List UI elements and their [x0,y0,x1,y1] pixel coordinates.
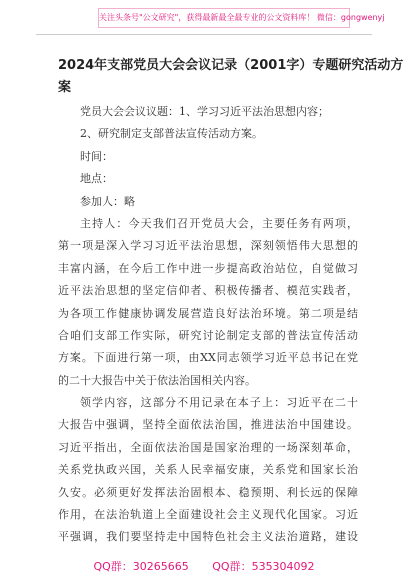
body-line: 关系党执政兴国，关系人民幸福安康，关系党和国家长治 [58,463,358,477]
body-line: 为各项工作健康协调发展营造良好法治环境。第二项是结 [58,306,358,320]
agenda-line: 2、研究制定支部普法宣传活动方案。 [80,127,263,141]
header-banner[interactable]: 关注头条号"公文研究"，获得最新最全最专业的公文资料库！ 微信：gongwenyj [98,8,350,28]
body-line: 大报告中强调，坚持全面依法治国，推进法治中国建设。 [58,418,358,432]
body-line: 主持人：今天我们召开党员大会，主要任务有两项， [80,216,358,230]
document-title [58,55,404,99]
body-line: 合咱们支部工作实际，研究讨论制定支部的普法宣传活动 [58,328,358,342]
place-line: 地点： [80,172,113,186]
body-line: 近平法治思想的坚定信仰者、积极传播者、模范实践者， [58,284,358,298]
title-line-2: 案 [58,80,72,95]
agenda-line: 党员大会会议议题：1、学习习近平法治思想内容； [80,105,329,118]
qq-group-1[interactable]: QQ群：30265665 [93,560,189,573]
body-line: 第一项是深入学习习近平法治思想，深刻领悟伟大思想的 [58,239,358,253]
body-line: 平强调，我们要坚持走中国特色社会主义法治道路，建设 [58,530,358,544]
qq-group-2[interactable]: QQ群：535304092 [212,560,315,573]
title-line-1: 2024年支部党员大会会议记录（2001字）专题研究活动方 [58,58,404,73]
footer [0,558,408,574]
attendees-line: 参加人：略 [80,194,135,208]
body-line: 领学内容，这部分不用记录在本子上：习近平在二十 [80,396,358,410]
time-line: 时间： [80,149,113,163]
body-line: 的二十大报告中关于依法治国相关内容。 [58,373,256,387]
header-divider [36,34,372,35]
body-line: 方案。下面进行第一项，由XX同志领学习近平总书记在党 [58,351,358,365]
body-line: 丰富内涵，在今后工作中进一步提高政治站位，自觉做习 [58,261,358,275]
body-line: 习近平指出，全面依法治国是国家治理的一场深刻革命， [58,440,358,454]
document-body [58,101,358,549]
body-line: 作用，在法治轨道上全面建设社会主义现代化国家。习近 [58,508,358,522]
body-line: 久安。必须更好发挥法治固根本、稳预期、利长远的保障 [58,485,358,499]
